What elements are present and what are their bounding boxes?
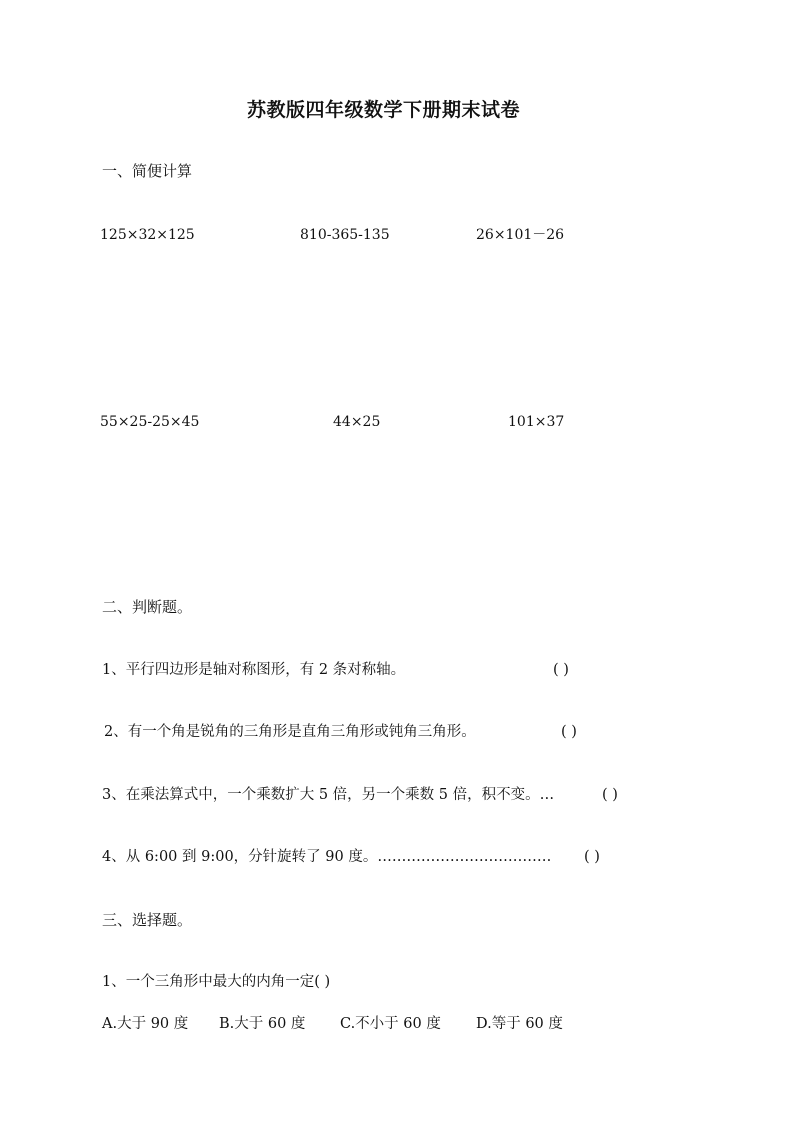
answer-blank: ( ) — [561, 724, 577, 740]
answer-blank: ( ) — [584, 849, 600, 865]
calc-expression: 44×25 — [333, 414, 381, 430]
choice-option-a: A.大于 90 度 — [102, 1016, 189, 1032]
choice-option-b: B.大于 60 度 — [219, 1016, 306, 1032]
judgment-question: 2、有一个角是锐角的三角形是直角三角形或钝角三角形。 — [104, 724, 476, 740]
calc-expression: 55×25-25×45 — [100, 414, 200, 430]
section-heading-multiple-choice: 三、选择题。 — [102, 911, 193, 929]
page-title: 苏教版四年级数学下册期末试卷 — [247, 99, 521, 121]
choice-option-d: D.等于 60 度 — [476, 1016, 563, 1032]
calc-expression: 125×32×125 — [100, 227, 195, 243]
section-heading-true-false: 二、判断题。 — [102, 598, 193, 616]
calc-expression: 810-365-135 — [300, 227, 390, 243]
section-heading-simple-calc: 一、简便计算 — [102, 162, 193, 180]
judgment-question: 1、平行四边形是轴对称图形，有 2 条对称轴。 — [102, 662, 406, 678]
answer-blank: ( ) — [553, 662, 569, 678]
choice-question: 1、一个三角形中最大的内角一定( ) — [102, 974, 331, 990]
calc-expression: 101×37 — [508, 414, 565, 430]
judgment-question: 4、从 6:00 到 9:00，分针旋转了 90 度。……………………………… — [102, 849, 552, 865]
choice-option-c: C.不小于 60 度 — [340, 1016, 441, 1032]
judgment-question: 3、在乘法算式中，一个乘数扩大 5 倍，另一个乘数 5 倍，积不变。… — [102, 787, 555, 803]
calc-expression: 26×101－26 — [476, 227, 565, 243]
answer-blank: ( ) — [602, 787, 618, 803]
